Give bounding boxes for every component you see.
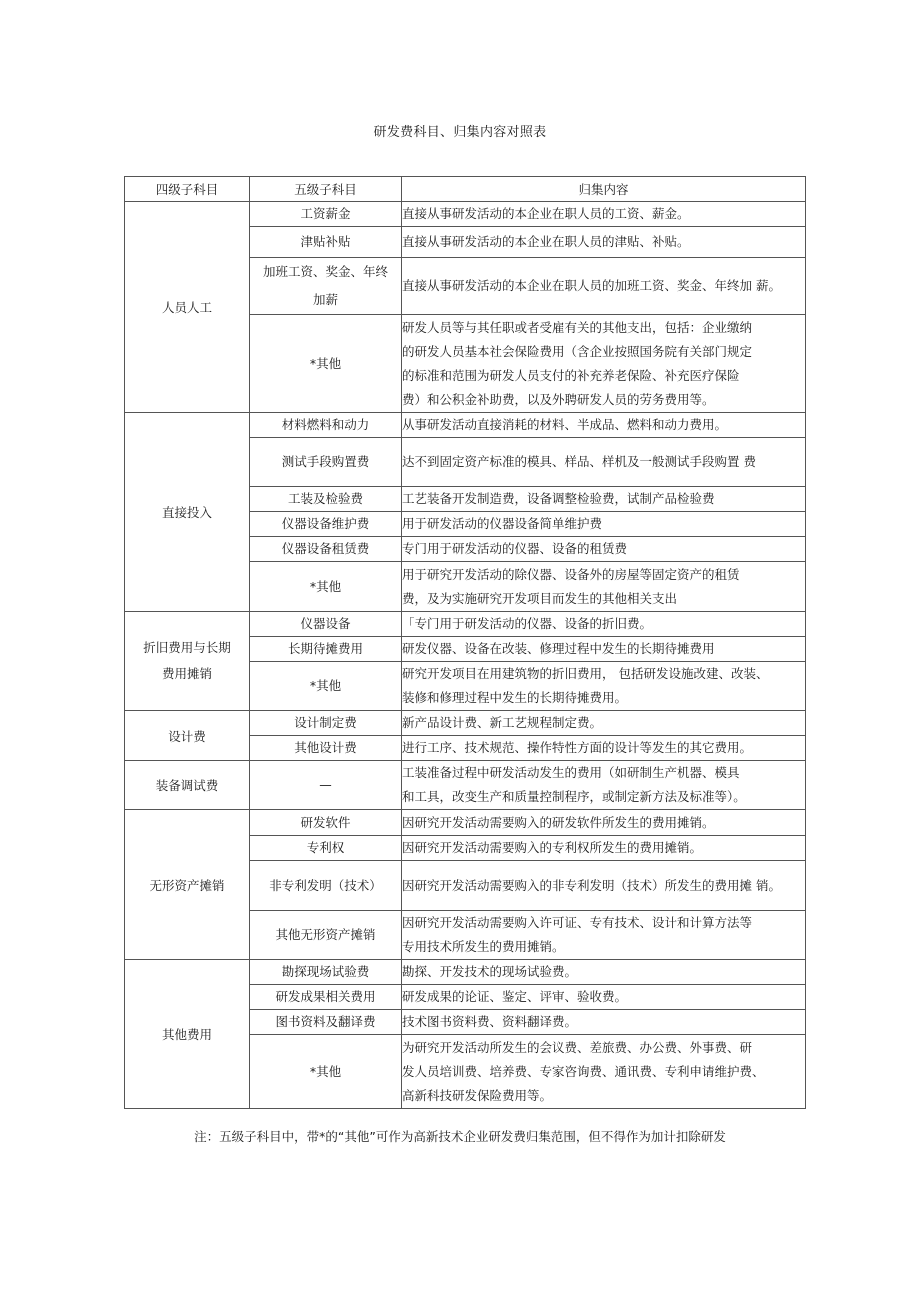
- level5-cell: 非专利发明（技术）: [250, 861, 402, 911]
- content-cell: 直接从事研发活动的本企业在职人员的加班工资、奖金、年终加 薪。: [402, 258, 806, 315]
- header-level4: 四级子科目: [125, 177, 250, 202]
- content-cell: 从事研发活动直接消耗的材料、半成品、燃料和动力费用。: [402, 413, 806, 438]
- content-cell: 研发仪器、设备在改装、修理过程中发生的长期待摊费用: [402, 637, 806, 662]
- content-cell: 因研究开发活动需要购入的研发软件所发生的费用摊销。: [402, 810, 806, 836]
- content-cell: 新产品设计费、新工艺规程制定费。: [402, 711, 806, 736]
- level5-cell: 研发成果相关费用: [250, 985, 402, 1010]
- level5-cell: 设计制定费: [250, 711, 402, 736]
- level5-cell: 津贴补贴: [250, 227, 402, 258]
- table-row: [125, 612, 806, 637]
- content-cell: 技术图书资料费、资料翻译费。: [402, 1010, 806, 1035]
- content-cell: 进行工序、技术规范、操作特性方面的设计等发生的其它费用。: [402, 736, 806, 761]
- level5-cell: 仪器设备: [250, 612, 402, 637]
- level5-cell: —: [250, 761, 402, 810]
- level5-cell: 专利权: [250, 836, 402, 861]
- table-row: [125, 413, 806, 438]
- content-cell: 用于研究开发活动的除仪器、设备外的房屋等固定资产的租赁 费，及为实施研究开发项目而发生的其他相关支出: [402, 562, 806, 612]
- level5-cell: *其他: [250, 662, 402, 711]
- level4-cell: 折旧费用与长期 费用摊销: [125, 612, 250, 711]
- level5-cell: 工装及检验费: [250, 487, 402, 512]
- content-cell: 勘探、开发技术的现场试验费。: [402, 960, 806, 985]
- content-cell: 直接从事研发活动的本企业在职人员的工资、薪金。: [402, 202, 806, 227]
- level5-cell: 长期待摊费用: [250, 637, 402, 662]
- level5-cell: 加班工资、奖金、年终加薪: [250, 258, 402, 315]
- level5-cell: 仪器设备租赁费: [250, 537, 402, 562]
- table-row: [125, 711, 806, 736]
- level5-cell: 图书资料及翻译费: [250, 1010, 402, 1035]
- content-cell: 工艺装备开发制造费，设备调整检验费，试制产品检验费: [402, 487, 806, 512]
- content-cell: 因研究开发活动需要购入的专利权所发生的费用摊销。: [402, 836, 806, 861]
- page-title: 研发费科目、归集内容对照表: [373, 125, 547, 140]
- table-row: [125, 810, 806, 836]
- level5-cell: 材料燃料和动力: [250, 413, 402, 438]
- level5-cell: 仪器设备维护费: [250, 512, 402, 537]
- level5-cell: 研发软件: [250, 810, 402, 836]
- content-cell: 为研究开发活动所发生的会议费、差旅费、办公费、外事费、研 发人员培训费、培养费、专家咨询费、通讯费、专利申请维护费、 高新科技研发保险费用等。: [402, 1035, 806, 1109]
- level5-cell: *其他: [250, 562, 402, 612]
- level4-cell: 无形资产摊销: [125, 810, 250, 960]
- header-row: [125, 177, 806, 202]
- table-row: [125, 761, 806, 810]
- header-content: 归集内容: [402, 177, 806, 202]
- level5-cell: *其他: [250, 1035, 402, 1109]
- table-row: [125, 202, 806, 227]
- rd-expense-table: [124, 176, 806, 1109]
- level5-cell: 其他设计费: [250, 736, 402, 761]
- level4-cell: 其他费用: [125, 960, 250, 1109]
- level5-cell: 勘探现场试验费: [250, 960, 402, 985]
- level4-cell: 直接投入: [125, 413, 250, 612]
- content-cell: 研发人员等与其任职或者受雇有关的其他支出，包括：企业缴纳 的研发人员基本社会保险费用（含企业按照国务院有关部门规定 的标准和范围为研发人员支付的补充养老保险、补充医疗保险 费）和公积金补助费，以及外聘研发人员的劳务费用等。: [402, 315, 806, 413]
- level4-cell: 人员人工: [125, 202, 250, 413]
- level4-cell: 设计费: [125, 711, 250, 761]
- content-cell: 用于研发活动的仪器设备简单维护费: [402, 512, 806, 537]
- content-cell: 工装准备过程中研发活动发生的费用（如研制生产机器、模具 和工具，改变生产和质量控制程序，或制定新方法及标准等）。: [402, 761, 806, 810]
- content-cell: 直接从事研发活动的本企业在职人员的津贴、补贴。: [402, 227, 806, 258]
- level4-cell: 装备调试费: [125, 761, 250, 810]
- level5-cell: 其他无形资产摊销: [250, 911, 402, 960]
- content-cell: 研发成果的论证、鉴定、评审、验收费。: [402, 985, 806, 1010]
- content-cell: 达不到固定资产标准的模具、样品、样机及一般测试手段购置 费: [402, 438, 806, 487]
- header-level5: 五级子科目: [250, 177, 402, 202]
- content-cell: 因研究开发活动需要购入的非专利发明（技术）所发生的费用摊 销。: [402, 861, 806, 911]
- content-cell: 研究开发项目在用建筑物的折旧费用， 包括研发设施改建、改装、 装修和修理过程中发生的长期待摊费用。: [402, 662, 806, 711]
- footnote: 注：五级子科目中，带*的“其他”可作为高新技术企业研发费归集范围，但不得作为加计扣除研发: [194, 1129, 726, 1144]
- content-cell: 专门用于研发活动的仪器、设备的租赁费: [402, 537, 806, 562]
- content-cell: 「专门用于研发活动的仪器、设备的折旧费。: [402, 612, 806, 637]
- level5-cell: *其他: [250, 315, 402, 413]
- level5-cell: 工资薪金: [250, 202, 402, 227]
- table-row: [125, 960, 806, 985]
- content-cell: 因研究开发活动需要购入许可证、专有技术、设计和计算方法等 专用技术所发生的费用摊销。: [402, 911, 806, 960]
- level5-cell: 测试手段购置费: [250, 438, 402, 487]
